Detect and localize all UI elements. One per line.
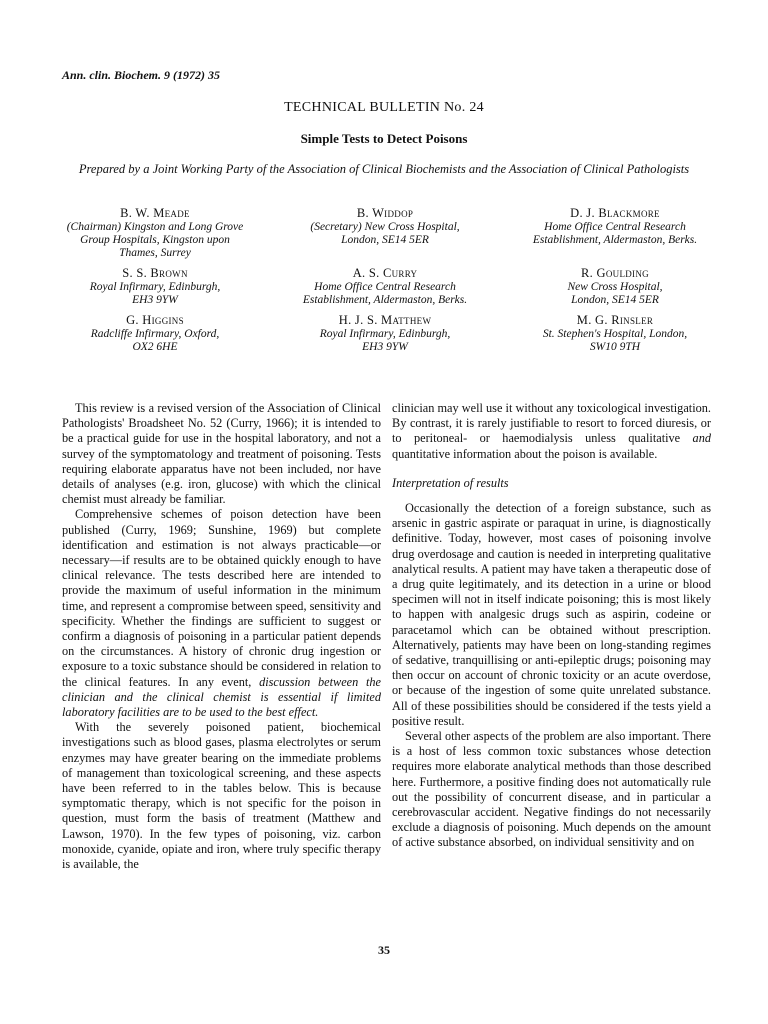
body-paragraph: Several other aspects of the problem are also important. There is a host of less common toxic substances whose detection requires more elaborate analytical methods than those described here. Furthermore, a positive finding does not automatically rule out the possibility of concurrent disease, and in particular a cerebrovascular accident. Negative findings do not necessarily exclude a diagnosis of poisoning. Much depends on the amount of active substance absorbed, on individual sensitivity and on [392, 729, 711, 850]
prepared-by-statement: Prepared by a Joint Working Party of the Association of Clinical Biochemists and the Association of Clinical Pathologists [78, 162, 690, 176]
author-name: B. W. Meade [120, 206, 190, 220]
author-block [270, 206, 500, 260]
paragraph-text: Comprehensive schemes of poison detection have been published (Curry, 1969; Sunshine, 1969) but complete identification and estimation is not always practicable—or necessary—if results are to be obtained quickly enough to have clinical relevance. The tests described here are intended to provide the maximum of useful information in the minimum time, and represent a compromise between speed, sensitivity and specificity. Whether the findings are sufficient to suggest or confirm a diagnosis of poisoning in a particular patient depends on the circumstances. A history of chronic drug ingestion or exposure to a toxic substance should be considered in relation to the clinical features. In any event, [62, 507, 381, 689]
page-number: 35 [378, 943, 390, 957]
author-block [40, 266, 270, 307]
author-name: D. J. Blackmore [570, 206, 660, 220]
paper-title: Simple Tests to Detect Poisons [300, 131, 468, 146]
author-affiliation: Royal Infirmary, Edinburgh, EH3 9YW [89, 281, 221, 306]
author-block [270, 266, 500, 307]
right-column [392, 401, 711, 851]
author-list [40, 206, 730, 354]
paragraph-text: quantitative information about the poison is available. [392, 446, 658, 461]
author-name: G. Higgins [126, 313, 184, 327]
author-block [500, 313, 730, 354]
author-affiliation: Home Office Central Research Establishment, Aldermaston, Berks. [532, 221, 698, 246]
paragraph-text: clinician may well use it without any toxicological investigation. By contrast, it is rarely justifiable to resort to forced diuresis, or to peritoneal- or haemodialysis unless qualitative [392, 401, 711, 446]
author-affiliation: (Chairman) Kingston and Long Grove Group Hospitals, Kingston upon Thames, Surrey [66, 221, 244, 259]
section-heading: Interpretation of results [392, 475, 509, 490]
body-paragraph [62, 507, 381, 720]
author-name: M. G. Rinsler [576, 313, 654, 327]
body-paragraph: With the severely poisoned patient, biochemical investigations such as blood gases, plasma electrolytes or serum enzymes may have greater bearing on the immediate problems of management than toxicological screening, and these aspects have been referred to in the tables below. This is because symptomatic therapy, which is not specific for the poison in question, must form the basis of treatment (Matthew and Lawson, 1970). In the few types of poisoning, viz. carbon monoxide, cyanide, opiate and iron, where truly specific therapy is available, the [62, 720, 381, 872]
emphasized-text: and [692, 431, 711, 446]
author-name: S. S. Brown [122, 266, 188, 280]
author-block [500, 206, 730, 260]
author-name: H. J. S. Matthew [338, 313, 432, 327]
left-column [62, 401, 381, 872]
journal-citation: Ann. clin. Biochem. 9 (1972) 35 [62, 68, 221, 82]
author-block [500, 266, 730, 307]
emphasized-text: discussion between the clinician and the clinical chemist is essential if limited laboratory facilities are to be used to the best effect. [62, 674, 381, 720]
author-name: R. Goulding [581, 266, 649, 280]
author-block [270, 313, 500, 354]
body-paragraph [392, 401, 711, 462]
author-affiliation: Radcliffe Infirmary, Oxford, OX2 6HE [90, 328, 220, 353]
body-paragraph: This review is a revised version of the Association of Clinical Pathologists' Broadsheet No. 52 (Curry, 1966); it is intended to be a practical guide for use in the hospital laboratory, and not a survey of the symptomatology and treatment of poisoning. Tests requiring elaborate apparatus have not been included, nor have details of analyses (e.g. iron, glucose) with which the clinical chemist must already be familiar. [62, 401, 381, 507]
author-name: B. Widdop [356, 206, 414, 220]
author-affiliation: New Cross Hospital, London, SE14 5ER [567, 281, 663, 306]
author-affiliation: Royal Infirmary, Edinburgh, EH3 9YW [319, 328, 451, 353]
author-name: A. S. Curry [352, 266, 418, 280]
bulletin-title: TECHNICAL BULLETIN No. 24 [284, 100, 484, 115]
author-affiliation: St. Stephen's Hospital, London, SW10 9TH [542, 328, 688, 353]
author-affiliation: Home Office Central Research Establishment, Aldermaston, Berks. [302, 281, 468, 306]
body-paragraph: Occasionally the detection of a foreign substance, such as arsenic in gastric aspirate or paraquat in urine, is diagnostically definitive. Today, however, most cases of poisoning involve drug overdosage and caution is needed in interpreting qualitative analytical results. A patient may have taken a therapeutic dose of a drug quite legitimately, and its detection in a urine or blood specimen will not in itself indicate poisoning; this is most likely to happen with analgesic drugs such as aspirin, codeine or paracetamol which can be obtained without prescription. Alternatively, patients may have been on long-standing regimes of sedative, tranquillising or anti-epileptic drugs; poisoning may then occur on account of chronic toxicity or an acute overdose, or because of the ingestion of some quite unrelated substance. All of these possibilities should be considered if the tests yield a positive result. [392, 501, 711, 728]
author-block [40, 313, 270, 354]
author-affiliation: (Secretary) New Cross Hospital, London, SE14 5ER [310, 221, 460, 246]
author-block [40, 206, 270, 260]
